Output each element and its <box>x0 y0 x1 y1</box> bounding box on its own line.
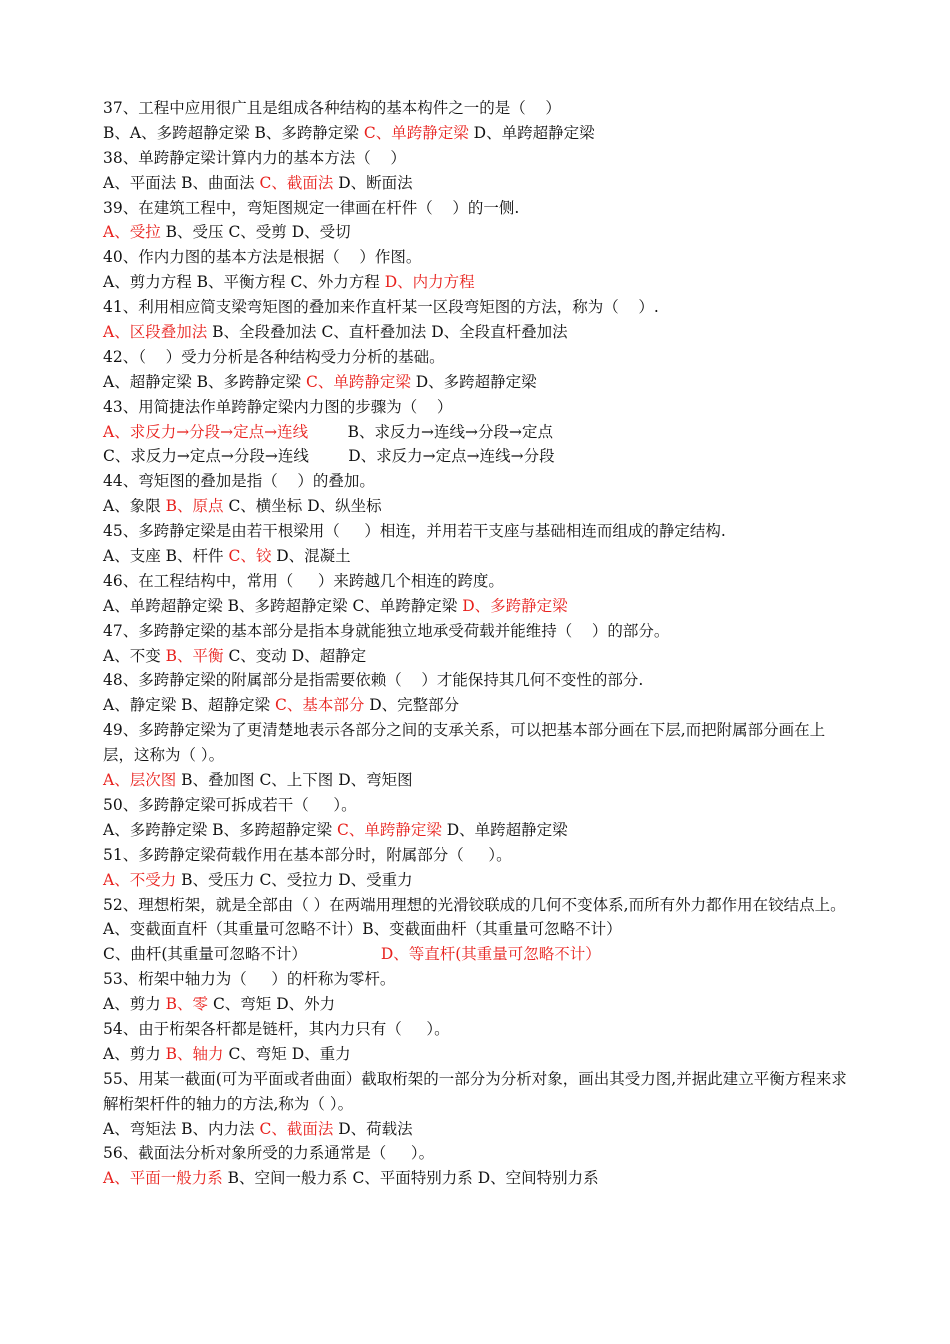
correct-answer-text: C、基本部分 <box>274 696 365 715</box>
correct-answer-text: A、不受力 <box>103 870 177 889</box>
question-line <box>103 718 853 768</box>
line-text: 56、截面法分析对象所受的力系通常是（ ）。 <box>103 1144 435 1163</box>
line-text: C、弯矩 D、重力 <box>223 1044 351 1063</box>
document-page <box>103 96 853 1191</box>
question-line <box>103 619 853 644</box>
line-text: A、剪力 <box>103 995 166 1014</box>
answer-options-line <box>103 594 853 619</box>
line-text: A、超静定梁 B、多跨静定梁 <box>103 372 306 391</box>
question-line <box>103 967 853 992</box>
line-text: D、荷载法 <box>333 1119 413 1138</box>
line-text: 38、单跨静定梁计算内力的基本方法（ ） <box>103 148 406 167</box>
line-text: A、剪力 <box>103 1044 166 1063</box>
line-text: 40、作内力图的基本方法是根据（ ）作图。 <box>103 248 422 267</box>
line-text: A、弯矩法 B、内力法 <box>103 1119 260 1138</box>
answer-options-line <box>103 644 853 669</box>
question-line <box>103 469 853 494</box>
line-text: C、曲杆(其重量可忽略不计） <box>103 945 381 964</box>
line-text: 48、多跨静定梁的附属部分是指需要依赖（ ）才能保持其几何不变性的部分. <box>103 671 644 690</box>
question-line <box>103 1067 853 1117</box>
correct-answer-text: D、等直杆(其重量可忽略不计） <box>380 945 601 964</box>
answer-options-line <box>103 121 853 146</box>
correct-answer-text: C、单跨静定梁 <box>336 820 442 839</box>
correct-answer-text: C、铰 <box>228 547 272 566</box>
answer-options-line <box>103 171 853 196</box>
line-text: 37、工程中应用很广且是组成各种结构的基本构件之一的是（ ） <box>103 99 561 117</box>
answer-options-line <box>103 444 853 469</box>
line-text: C、变动 D、超静定 <box>223 646 367 665</box>
answer-options-line <box>103 420 853 445</box>
line-text: 47、多跨静定梁的基本部分是指本身就能独立地承受荷载并能维持（ ）的部分。 <box>103 621 670 640</box>
line-text: A、静定梁 B、超静定梁 <box>103 696 275 715</box>
correct-answer-text: A、求反力→分段→定点→连线 <box>103 422 309 441</box>
answer-options-line <box>103 1117 853 1142</box>
line-text: B、A、多跨超静定梁 B、多跨静定梁 <box>103 123 364 142</box>
answer-options-line <box>103 270 853 295</box>
line-text: D、单跨超静定梁 <box>468 123 595 142</box>
correct-answer-text: C、单跨静定梁 <box>363 123 469 142</box>
correct-answer-text: A、层次图 <box>103 771 177 790</box>
line-text: 53、桁架中轴力为（ ）的杆称为零杆。 <box>103 970 396 989</box>
line-text: 44、弯矩图的叠加是指（ ）的叠加。 <box>103 472 375 491</box>
answer-options-line <box>103 370 853 395</box>
answer-options-line <box>103 1042 853 1067</box>
question-line <box>103 1141 853 1166</box>
line-text: 42、（ ）受力分析是各种结构受力分析的基础。 <box>103 347 445 366</box>
line-text: A、剪力方程 B、平衡方程 C、外力方程 <box>103 273 385 292</box>
line-text: A、不变 <box>103 646 166 665</box>
question-line <box>103 1017 853 1042</box>
line-text: B、受压 C、受剪 D、受切 <box>160 223 351 242</box>
question-line <box>103 345 853 370</box>
question-line <box>103 395 853 420</box>
line-text: 46、在工程结构中，常用（ ）来跨越几个相连的跨度。 <box>103 571 504 590</box>
answer-options-line <box>103 1166 853 1191</box>
line-text: B、空间一般力系 C、平面特别力系 D、空间特别力系 <box>222 1169 599 1188</box>
question-line <box>103 668 853 693</box>
answer-options-line <box>103 942 853 967</box>
question-line <box>103 295 853 320</box>
question-line <box>103 146 853 171</box>
correct-answer-text: C、截面法 <box>259 173 334 192</box>
question-line <box>103 843 853 868</box>
answer-options-line <box>103 992 853 1017</box>
line-text: A、多跨静定梁 B、多跨超静定梁 <box>103 820 337 839</box>
answer-options-line <box>103 768 853 793</box>
correct-answer-text: C、截面法 <box>259 1119 334 1138</box>
line-text: A、单跨超静定梁 B、多跨超静定梁 C、单跨静定梁 <box>103 596 463 615</box>
line-text: B、受压力 C、受拉力 D、受重力 <box>176 870 413 889</box>
correct-answer-text: A、区段叠加法 <box>103 323 208 342</box>
correct-answer-text: B、平衡 <box>165 646 224 665</box>
line-text: C、横坐标 D、纵坐标 <box>223 497 382 516</box>
line-text: 49、多跨静定梁为了更清楚地表示各部分之间的支承关系，可以把基本部分画在下层,而把附属部分画在上层，这称为（ ）。 <box>103 721 826 765</box>
question-line <box>103 196 853 221</box>
question-line <box>103 793 853 818</box>
line-text: A、变截面直杆（其重量可忽略不计）B、变截面曲杆（其重量可忽略不计） <box>103 920 622 939</box>
question-line <box>103 519 853 544</box>
correct-answer-text: D、内力方程 <box>384 273 475 292</box>
line-text: 50、多跨静定梁可拆成若干（ ）。 <box>103 795 357 814</box>
correct-answer-text: B、轴力 <box>165 1044 224 1063</box>
correct-answer-text: B、零 <box>165 995 209 1014</box>
line-text: D、混凝土 <box>271 547 351 566</box>
line-text: B、求反力→连线→分段→定点 <box>308 422 553 441</box>
line-text: A、象限 <box>103 497 166 516</box>
line-text: B、全段叠加法 C、直杆叠加法 D、全段直杆叠加法 <box>207 323 568 342</box>
line-text: 43、用简捷法作单跨静定梁内力图的步骤为（ ） <box>103 397 453 416</box>
answer-options-line <box>103 220 853 245</box>
question-line <box>103 96 853 121</box>
line-text: C、求反力→定点→分段→连线 D、求反力→定点→连线→分段 <box>103 447 555 466</box>
correct-answer-text: A、平面一般力系 <box>103 1169 223 1188</box>
line-text: 39、在建筑工程中，弯矩图规定一律画在杆件（ ）的一侧. <box>103 198 520 217</box>
answer-options-line <box>103 868 853 893</box>
correct-answer-text: D、多跨静定梁 <box>462 596 568 615</box>
question-line <box>103 245 853 270</box>
answer-options-line <box>103 544 853 569</box>
line-text: B、叠加图 C、上下图 D、弯矩图 <box>176 771 413 790</box>
answer-options-line <box>103 693 853 718</box>
question-line <box>103 893 853 918</box>
line-text: D、单跨超静定梁 <box>441 820 568 839</box>
line-text: 41、利用相应简支梁弯矩图的叠加来作直杆某一区段弯矩图的方法，称为（ ）. <box>103 298 659 317</box>
question-line <box>103 569 853 594</box>
line-text: D、完整部分 <box>364 696 460 715</box>
answer-options-line <box>103 320 853 345</box>
line-text: A、支座 B、杆件 <box>103 547 229 566</box>
line-text: 45、多跨静定梁是由若干根梁用（ ）相连，并用若干支座与基础相连而组成的静定结构. <box>103 522 726 541</box>
answer-options-line <box>103 917 853 942</box>
correct-answer-text: B、原点 <box>165 497 224 516</box>
line-text: D、断面法 <box>333 173 413 192</box>
answer-options-line <box>103 818 853 843</box>
answer-options-line <box>103 494 853 519</box>
line-text: 51、多跨静定梁荷载作用在基本部分时，附属部分（ ）。 <box>103 845 512 864</box>
correct-answer-text: C、单跨静定梁 <box>305 372 411 391</box>
line-text: D、多跨超静定梁 <box>410 372 537 391</box>
correct-answer-text: A、受拉 <box>103 223 161 242</box>
line-text: 55、用某一截面(可为平面或者曲面）截取桁架的一部分为分析对象，画出其受力图,并据此建立平衡方程来求解桁架杆件的轴力的方法,称为（ ）。 <box>103 1069 847 1113</box>
line-text: 52、理想桁架，就是全部由（ ）在两端用理想的光滑铰联成的几何不变体系,而所有外力都作用在铰结点上。 <box>103 895 846 914</box>
line-text: 54、由于桁架各杆都是链杆，其内力只有（ ）。 <box>103 1020 450 1038</box>
line-text: C、弯矩 D、外力 <box>208 995 336 1014</box>
line-text: A、平面法 B、曲面法 <box>103 173 260 192</box>
